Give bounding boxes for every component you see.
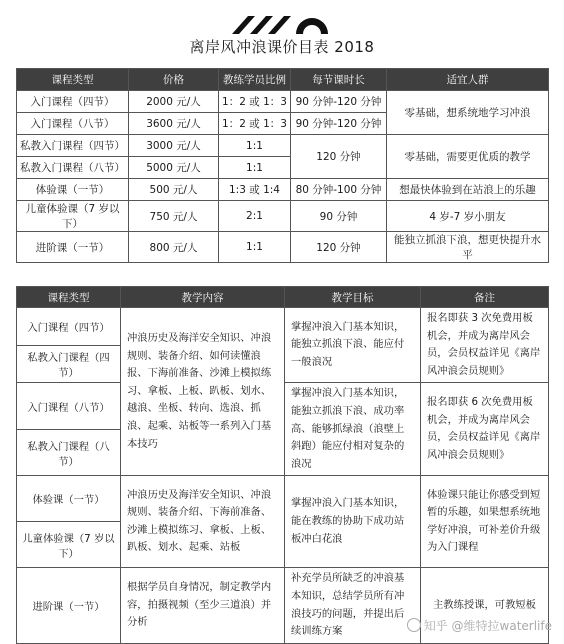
- goal-cell: 掌握冲浪入门基本知识，能独立抓浪下浪、能应付一般浪况: [285, 308, 421, 383]
- course-cell: 体验课（一节）: [17, 179, 129, 201]
- table-row: [17, 232, 549, 263]
- content-cell: 冲浪历史及海洋安全知识、冲浪规则、装备介绍、如何读懂浪报、下海前准备、沙滩上模拟练习、拿板、上板、趴板、划水、越浪、坐板、转向、选浪、抓浪、起乘、站板等一系列入门基本技巧: [121, 308, 285, 476]
- duration-cell: 90 分钟-120 分钟: [291, 113, 387, 135]
- column-header: 教学目标: [285, 287, 421, 308]
- duration-cell: 80 分钟-100 分钟: [291, 179, 387, 201]
- note-cell: 主教练授课，可教短板: [421, 568, 549, 643]
- content-cell: 冲浪历史及海洋安全知识、冲浪规则、装备介绍、下海前准备、沙滩上模拟练习、拿板、上板、趴板、划水、起乘、站板: [121, 476, 285, 568]
- ratio-cell: 1:3 或 1:4: [219, 179, 291, 201]
- watermark-icon: [407, 618, 421, 632]
- course-content-table: [16, 286, 549, 644]
- course-cell: 私教入门课程（八节）: [17, 429, 121, 475]
- table-header-row: [17, 287, 549, 308]
- page-title: 离岸风冲浪课价目表 2018: [189, 38, 375, 56]
- duration-cell: 90 分钟-120 分钟: [291, 91, 387, 113]
- price-cell: 500 元/人: [129, 179, 219, 201]
- duration-cell: 120 分钟: [291, 232, 387, 263]
- course-cell: 儿童体验课（7 岁以下）: [17, 522, 121, 568]
- table-row: [17, 201, 549, 232]
- course-cell: 入门课程（四节）: [17, 91, 129, 113]
- note-cell: 体验课只能让你感受到短暂的乐趣，如果想系统地学好冲浪，可补差价升级为入门课程: [421, 476, 549, 568]
- table-row: [17, 476, 549, 522]
- ratio-cell: 1:1: [219, 135, 291, 157]
- audience-cell: 4 岁-7 岁小朋友: [387, 201, 549, 232]
- ratio-cell: 1：2 或 1：3: [219, 113, 291, 135]
- watermark: [407, 617, 552, 634]
- course-cell: 儿童体验课（7 岁以下）: [17, 201, 129, 232]
- price-cell: 3000 元/人: [129, 135, 219, 157]
- price-cell: 2000 元/人: [129, 91, 219, 113]
- price-cell: 5000 元/人: [129, 157, 219, 179]
- watermark-text: 知乎 @维特拉waterlife: [423, 619, 552, 633]
- table-row: [17, 91, 549, 113]
- price-table: [16, 68, 549, 263]
- column-header: 教练学员比例: [219, 69, 291, 91]
- table-row: [17, 135, 549, 157]
- table-row: [17, 179, 549, 201]
- goal-cell: 掌握冲浪入门基本知识，能在教练的协助下成功站板冲白花浪: [285, 476, 421, 568]
- ratio-cell: 1：2 或 1：3: [219, 91, 291, 113]
- audience-cell: 想最快体验到在站浪上的乐趣: [387, 179, 549, 201]
- table-row: [17, 308, 549, 346]
- content-cell: 根据学员自身情况，制定教学内容，拍摄视频（至少三道浪）并分析: [121, 568, 285, 643]
- ratio-cell: 2:1: [219, 201, 291, 232]
- note-cell: 报名即获 3 次免费用板机会，并成为离岸风会员，会员权益详见《离岸风冲浪会员规则》: [421, 308, 549, 383]
- course-cell: 进阶课（一节）: [17, 232, 129, 263]
- course-cell: 入门课程（八节）: [17, 113, 129, 135]
- audience-cell: 零基础，想系统地学习冲浪: [387, 91, 549, 135]
- column-header: 课程类型: [17, 69, 129, 91]
- course-cell: 入门课程（八节）: [17, 383, 121, 429]
- audience-cell: 能独立抓浪下浪，想更快提升水平: [387, 232, 549, 263]
- ratio-cell: 1:1: [219, 157, 291, 179]
- column-header: 适宜人群: [387, 69, 549, 91]
- goal-cell: 掌握冲浪入门基本知识，能独立抓浪下浪、成功率高、能够抓绿浪（浪壁上斜跑）能应付相对复杂的浪况: [285, 383, 421, 476]
- brand-logo: [0, 8, 564, 38]
- course-cell: 私教入门课程（四节）: [17, 345, 121, 383]
- note-cell: 报名即获 6 次免费用板机会，并成为离岸风会员，会员权益详见《离岸风冲浪会员规则》: [421, 383, 549, 476]
- column-header: 课程类型: [17, 287, 121, 308]
- course-cell: 体验课（一节）: [17, 476, 121, 522]
- duration-cell: 90 分钟: [291, 201, 387, 232]
- course-cell: 私教入门课程（四节）: [17, 135, 129, 157]
- column-header: 价格: [129, 69, 219, 91]
- table-header-row: [17, 69, 549, 91]
- column-header: 教学内容: [121, 287, 285, 308]
- price-cell: 3600 元/人: [129, 113, 219, 135]
- audience-cell: 零基础，需要更优质的教学: [387, 135, 549, 179]
- price-cell: 750 元/人: [129, 201, 219, 232]
- course-cell: 私教入门课程（八节）: [17, 157, 129, 179]
- ratio-cell: 1:1: [219, 232, 291, 263]
- price-cell: 800 元/人: [129, 232, 219, 263]
- duration-cell: 120 分钟: [291, 135, 387, 179]
- course-cell: 进阶课（一节）: [17, 568, 121, 643]
- column-header: 每节课时长: [291, 69, 387, 91]
- column-header: 备注: [421, 287, 549, 308]
- goal-cell: 补充学员所缺乏的冲浪基本知识，总结学员所有冲浪技巧的问题，并提出后续训练方案: [285, 568, 421, 643]
- course-cell: 入门课程（四节）: [17, 308, 121, 346]
